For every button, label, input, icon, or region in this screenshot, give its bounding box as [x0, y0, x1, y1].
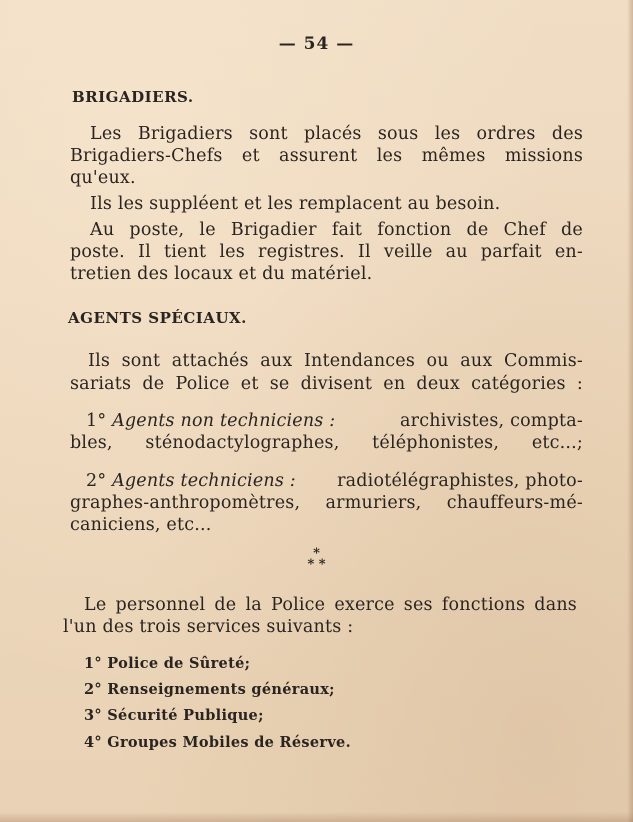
category-1-text: archivistes, compta- [400, 411, 583, 431]
category-2-title: Agents techniciens : [112, 471, 296, 491]
page-right-edge [627, 0, 633, 822]
paragraph-line: qu'eux. [70, 168, 136, 188]
paragraph-line: Brigadiers-Chefs et assurent les mêmes missions [70, 146, 583, 166]
paragraph-line: Au poste, le Brigadier fait fonction de Chef de [90, 220, 583, 240]
service-item: 1° Police de Sûreté; [84, 655, 251, 672]
paragraph-line: Les Brigadiers sont placés sous les ordres des [90, 124, 583, 144]
paragraph-line: Ils sont attachés aux Intendances ou aux Commis- [88, 351, 583, 371]
page-number: — 54 — [278, 34, 355, 54]
category-1-title: Agents non techniciens : [112, 411, 336, 431]
paragraph-line: Ils les suppléent et les remplacent au besoin. [90, 194, 501, 214]
asterism-bottom: * * [307, 557, 326, 572]
paragraph-line: tretien des locaux et du matériel. [70, 264, 373, 284]
paragraph-line: Le personnel de la Police exerce ses fonctions dans [84, 595, 577, 615]
page-bottom-edge [0, 812, 633, 822]
category-2-line [86, 470, 583, 492]
category-1-number: 1° [86, 411, 107, 431]
service-item: 4° Groupes Mobiles de Réserve. [84, 734, 351, 751]
category-2-number: 2° [86, 471, 107, 491]
section-heading-agents-speciaux: AGENTS SPÉCIAUX. [68, 309, 247, 327]
asterism-top: * [313, 546, 320, 561]
service-item: 2° Renseignements généraux; [84, 681, 335, 698]
paragraph-line: bles, sténodactylographes, téléphonistes, etc...; [70, 433, 583, 453]
paragraph-line: sariats de Police et se divisent en deux catégories : [70, 374, 583, 394]
paragraph-line: caniciens, etc... [70, 515, 212, 535]
paragraph-line: graphes-anthropomètres, armuriers, chauffeurs-mé- [70, 493, 583, 513]
service-item: 3° Sécurité Publique; [84, 707, 264, 724]
paragraph-line: l'un des trois services suivants : [63, 617, 354, 637]
section-heading-brigadiers: BRIGADIERS. [72, 88, 194, 106]
paragraph-line: poste. Il tient les registres. Il veille au parfait en- [70, 242, 583, 262]
category-2-text: radiotélégraphistes, photo- [337, 471, 583, 491]
category-1-line [86, 410, 583, 432]
